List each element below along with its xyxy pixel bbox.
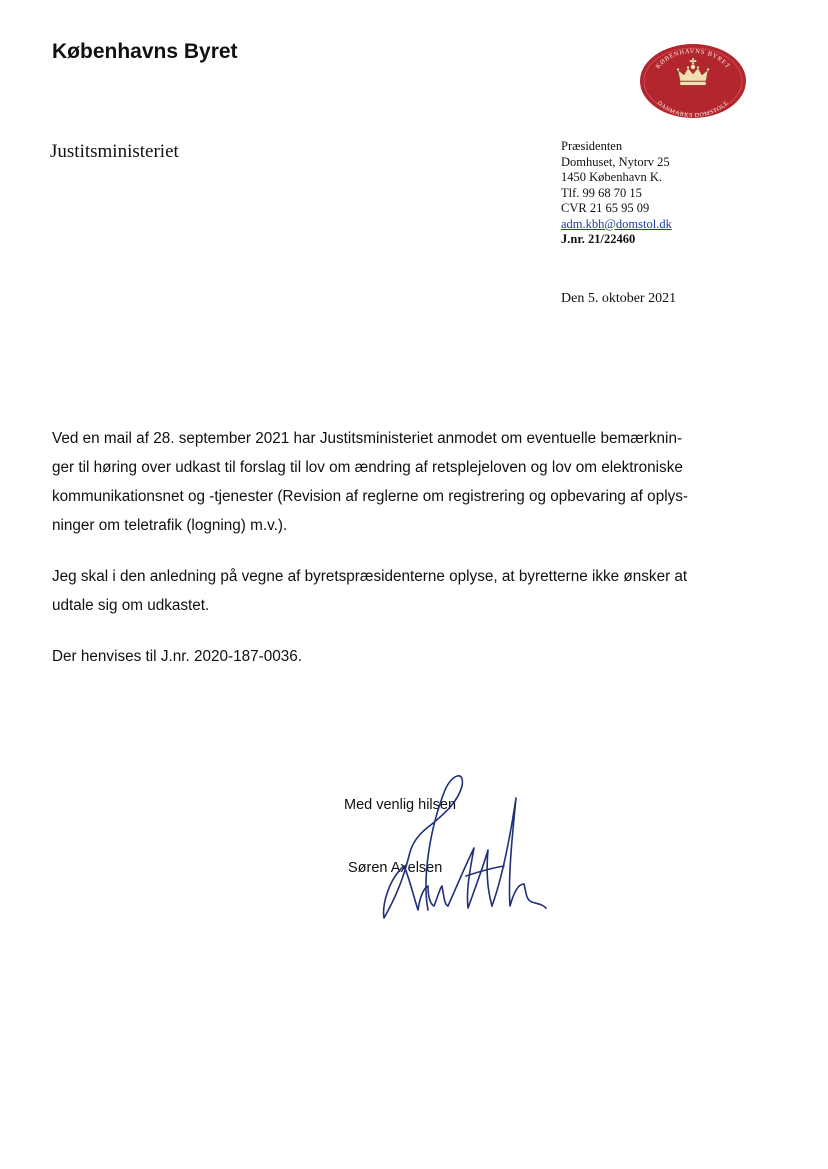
letter-date: Den 5. oktober 2021 bbox=[561, 291, 677, 306]
body-paragraph-2 bbox=[52, 562, 752, 620]
sender-phone: Tlf. 99 68 70 15 bbox=[561, 185, 642, 200]
sender-email-link[interactable]: adm.kbh@domstol.dk bbox=[561, 216, 672, 231]
paragraph-line: udtale sig om udkastet. bbox=[52, 597, 210, 614]
case-number: J.nr. 21/22460 bbox=[561, 232, 636, 246]
signer-name: Søren Axelsen bbox=[348, 860, 443, 876]
letter-body bbox=[52, 424, 752, 693]
handwritten-signature bbox=[370, 768, 560, 928]
body-paragraph-3 bbox=[52, 642, 752, 671]
court-name: Københavns Byret bbox=[52, 40, 238, 63]
paragraph-line: Ved en mail af 28. september 2021 har Justitsministeriet anmodet om eventuelle bemærknin- bbox=[52, 430, 683, 447]
sender-block bbox=[561, 139, 672, 248]
recipient: Justitsministeriet bbox=[50, 141, 179, 162]
court-seal bbox=[639, 43, 747, 119]
closing-salutation: Med venlig hilsen bbox=[344, 797, 457, 813]
paragraph-line: Jeg skal i den anledning på vegne af byretspræsidenterne oplyse, at byretterne ikke ønsker at bbox=[52, 568, 688, 585]
paragraph-line: ger til høring over udkast til forslag til lov om ændring af retsplejeloven og lov om elektroniske bbox=[52, 459, 683, 476]
paragraph-line: ninger om teletrafik (logning) m.v.). bbox=[52, 517, 288, 534]
paragraph-line: kommunikationsnet og -tjenester (Revision af reglerne om registrering og opbevaring af oplys- bbox=[52, 488, 688, 505]
seal-bottom-text: DANMARKS DOMSTOLE bbox=[655, 100, 731, 119]
sender-address-line1: Domhuset, Nytorv 25 bbox=[561, 154, 670, 169]
body-paragraph-1 bbox=[52, 424, 752, 540]
paragraph-line: Der henvises til J.nr. 2020-187-0036. bbox=[52, 648, 302, 665]
sender-address-line2: 1450 København K. bbox=[561, 170, 663, 184]
seal-top-text: KØBENHAVNS BYRET bbox=[654, 47, 732, 71]
sender-title: Præsidenten bbox=[561, 139, 623, 153]
sender-cvr: CVR 21 65 95 09 bbox=[561, 201, 650, 215]
